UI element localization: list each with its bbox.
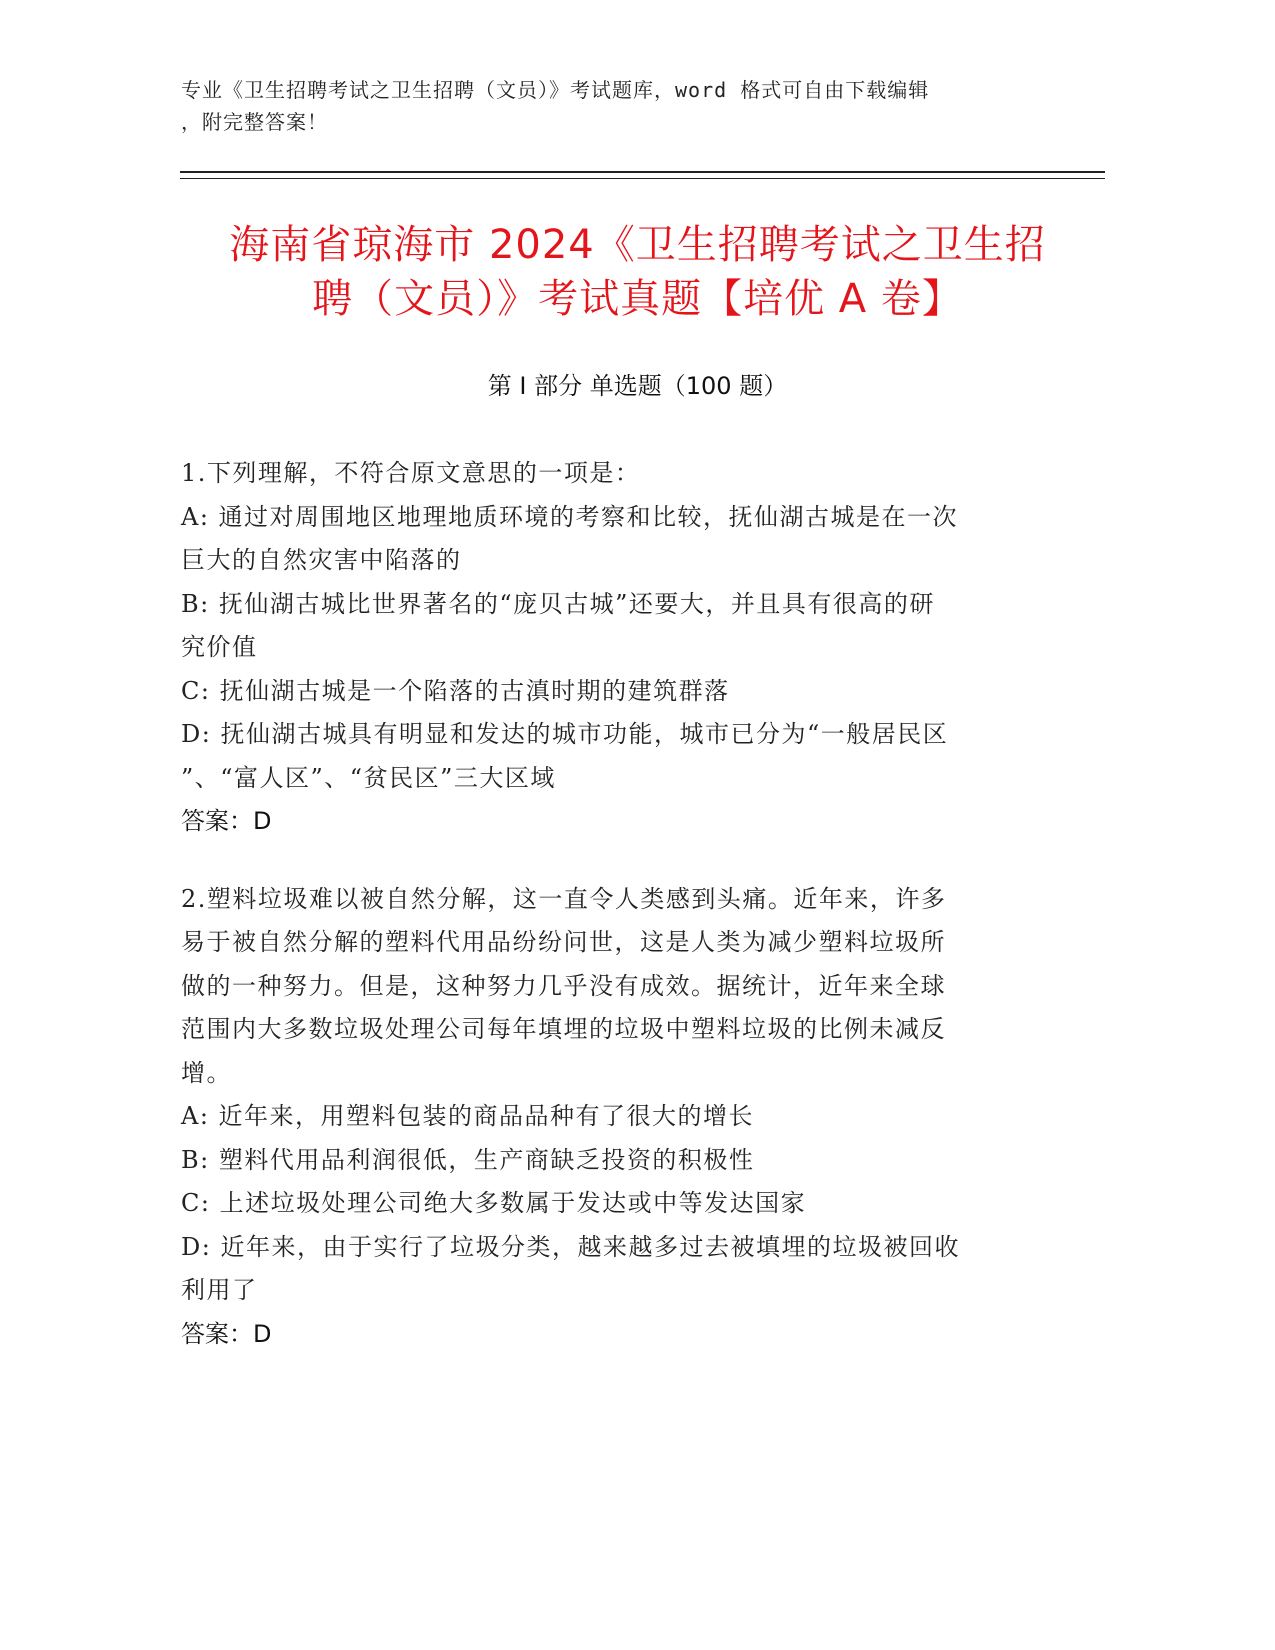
option-line: A: 通过对周围地区地理地质环境的考察和比较，抚仙湖古城是在一次 [181, 502, 959, 531]
question-stem-line: 2.塑料垃圾难以被自然分解，这一直令人类感到头痛。近年来，许多 [181, 884, 947, 913]
option-line: ”、“富人区”、“贫民区”三大区域 [181, 763, 556, 792]
document-title [150, 218, 1125, 326]
question-1 [181, 452, 1031, 844]
option-d [181, 1226, 1031, 1313]
question-stem-line: 增。 [181, 1058, 232, 1087]
section-heading: 第 I 部分 单选题（100 题） [487, 372, 788, 400]
document-title-line-2: 聘（文员）》考试真题【培优 A 卷】 [312, 276, 963, 322]
option-line: 巨大的自然灾害中陷落的 [181, 546, 462, 574]
question-stem-line: 做的一种努力。但是，这种努力几乎没有成效。据统计，近年来全球 [181, 971, 946, 1000]
question-stem-line: 易于被自然分解的塑料代用品纷纷问世，这是人类为减少塑料垃圾所 [181, 928, 946, 956]
option-line: 利用了 [181, 1276, 258, 1304]
answer-label: 答案：D [181, 1319, 272, 1348]
header-note [181, 74, 1041, 138]
option-line: B: 抚仙湖古城比世界著名的“庞贝古城”还要大，并且具有很高的研 [181, 589, 935, 618]
option-line: C: 抚仙湖古城是一个陷落的古滇时期的建筑群落 [181, 676, 730, 705]
option-a [181, 496, 1031, 583]
header-note-line-1: 专业《卫生招聘考试之卫生招聘（文员）》考试题库，word 格式可自由下载编辑 [181, 78, 930, 102]
question-2 [181, 878, 1031, 1357]
question-stem-line: 范围内大多数垃圾处理公司每年填埋的垃圾中塑料垃圾的比例未减反 [181, 1015, 946, 1043]
header-note-line-2: ，附完整答案！ [181, 110, 328, 134]
option-b [181, 1139, 1031, 1183]
document-title-line-1: 海南省琼海市 2024《卫生招聘考试之卫生招 [229, 222, 1046, 268]
option-line: 究价值 [181, 633, 258, 661]
option-c [181, 1182, 1031, 1226]
option-line: B: 塑料代用品利润很低，生产商缺乏投资的积极性 [181, 1145, 755, 1174]
option-d [181, 713, 1031, 800]
option-line: C: 上述垃圾处理公司绝大多数属于发达或中等发达国家 [181, 1189, 807, 1217]
option-c [181, 670, 1031, 714]
option-line: A: 近年来，用塑料包装的商品品种有了很大的增长 [181, 1102, 755, 1130]
question-stem-line: 1.下列理解，不符合原文意思的一项是： [181, 459, 641, 487]
option-line: D: 近年来，由于实行了垃圾分类，越来越多过去被填埋的垃圾被回收 [181, 1232, 960, 1261]
answer-label: 答案：D [181, 807, 272, 835]
option-line: D: 抚仙湖古城具有明显和发达的城市功能，城市已分为“一般居民区 [181, 720, 949, 748]
option-a [181, 1095, 1031, 1139]
option-b [181, 583, 1031, 670]
header-rule-thick [180, 171, 1105, 173]
header-rule-thin [180, 178, 1105, 179]
question-list [181, 452, 1031, 1390]
